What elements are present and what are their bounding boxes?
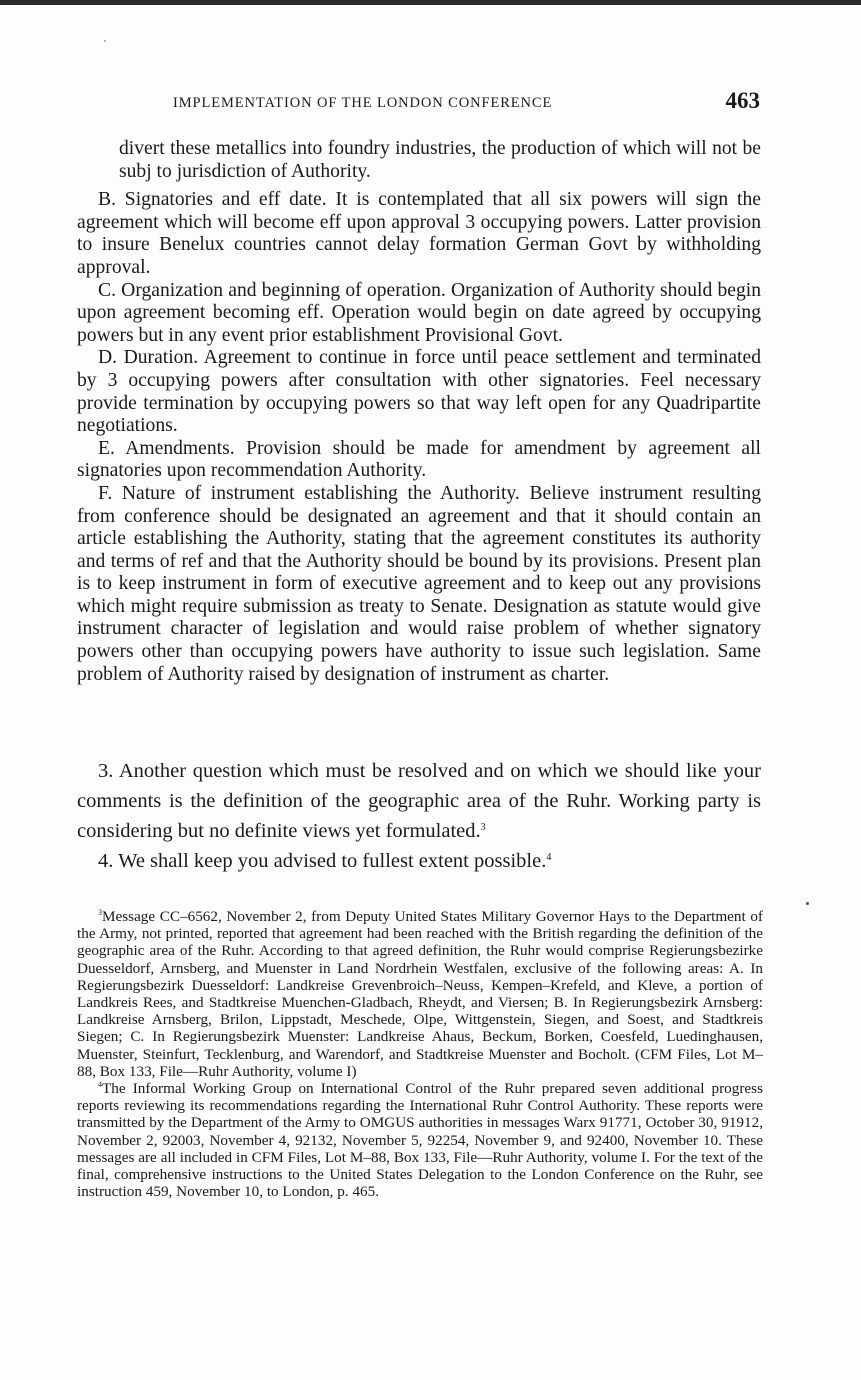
paragraph-4-advised — [77, 846, 761, 876]
scan-speck — [104, 40, 106, 42]
paragraph-3-geographic-area — [77, 756, 761, 846]
scan-speck — [806, 902, 809, 905]
footnote-4-marker: 4 — [98, 1080, 102, 1090]
footnote-4-text: The Informal Working Group on International Control of the Ruhr prepared seven additional progress reports reviewing its recommendations regarding the International Ruhr Control Authority. These reports were transmitted by the Department of the Army to OMGUS authorities in messages Warx 91771, October 30, 91912, November 2, 92003, November 4, 92132, November 5, 92254, November 9, and 92400, November 10. These messages are all included in CFM Files, Lot M–88, Box 133, File—Ruhr Authority, volume I. For the text of the final, comprehensive instructions to the United States Delegation to the London Conference on the Ruhr, see instruction 459, November 10, to London, p. 465. — [77, 1080, 763, 1201]
paragraph-b-signatories: B. Signatories and eff date. It is contemplated that all six powers will sign the agreement which will become eff upon approval 3 occupying powers. Latter provision to insure Benelux countries cannot delay formation German Govt by withholding approval. — [77, 189, 761, 278]
running-head: IMPLEMENTATION OF THE LONDON CONFERENCE — [173, 95, 553, 111]
footnote-ref-3: 3 — [480, 822, 486, 833]
paragraph-f-nature-of-instrument: F. Nature of instrument establishing the Authority. Believe instrument resulting from conference should be designated an agreement and that it should contain an article establishing the Authority, stating that the agreement constitutes its authority and terms of ref and that the Authority should be bound by its provisions. Present plan is to keep instrument in form of executive agreement and to keep out any provisions which might require submission as treaty to Senate. Designation as statute would give instrument character of legislation and would raise problem of whether signatory powers other than occupying powers have authority to issue such legislation. Same problem of Authority raised by designation of instrument as charter. — [77, 482, 761, 685]
page-header — [76, 88, 766, 118]
footnote-3 — [77, 908, 763, 1080]
scan-top-edge — [0, 0, 861, 5]
footnote-3-marker: 3 — [98, 908, 102, 917]
paragraph-d-duration: D. Duration. Agreement to continue in force until peace settlement and terminated by 3 occupying powers after consultation with other signatories. Feel necessary provide termination by occupying powers so that way left open for any Quadripartite negotiations. — [77, 347, 761, 437]
footnotes — [77, 908, 763, 1200]
page-number: 463 — [725, 88, 760, 113]
paragraph-e-amendments: E. Amendments. Provision should be made for amendment by agreement all signatories upon recommendation Authority. — [77, 437, 761, 482]
continuation-paragraph: divert these metallics into foundry industries, the production of which will not be subj to jurisdiction of Authority. — [119, 138, 761, 182]
paragraph-4-text: 4. We shall keep you advised to fullest extent possible. — [98, 850, 547, 872]
footnote-ref-4: 4 — [546, 852, 552, 863]
footnote-4 — [77, 1080, 763, 1200]
footnote-3-text: Message CC–6562, November 2, from Deputy United States Military Governor Hays to the Department of the Army, not printed, reported that agreement had been reached with the British regarding the definition of the geographic area of the Ruhr. According to that agreed definition, the Ruhr would comprise Regierungsbezirke Duesseldorf, Arnsberg, and Muenster in Land Nordrhein Westfalen, exclusive of the following areas: A. In Regierungsbezirk Duesseldorf: Landkreise Grevenbroich–Neuss, Kempen–Krefeld, and Kleve, a portion of Landkreis Rees, and Stadtkreise Muenchen-Gladbach, Rheydt, and Viersen; B. In Regierungsbezirk Arnsberg: Landkreise Arnsberg, Brilon, Lippstadt, Meschede, Olpe, Wittgenstein, Siegen, and Soest, and Stadtkreis Siegen; C. In Regierungsbezirk Muenster: Landkreise Ahaus, Beckum, Borken, Coesfeld, Luedinghausen, Muenster, Steinfurt, Tecklenburg, and Warendorf, and Stadtkreise Muenster and Bocholt. (CFM Files, Lot M–88, Box 133, File—Ruhr Authority, volume I) — [77, 908, 763, 1080]
paragraph-3-text: 3. Another question which must be resolved and on which we should like your comments is the definition of the geographic area of the Ruhr. Working party is considering but no definite views yet formulated. — [77, 760, 761, 842]
main-text — [77, 138, 761, 686]
paragraph-c-organization: C. Organization and beginning of operation. Organization of Authority should begin upon agreement becoming eff. Operation would begin on date agreed by occupying powers but in any event prior establishment Provisional Govt. — [77, 279, 761, 346]
numbered-paragraphs — [77, 756, 761, 876]
